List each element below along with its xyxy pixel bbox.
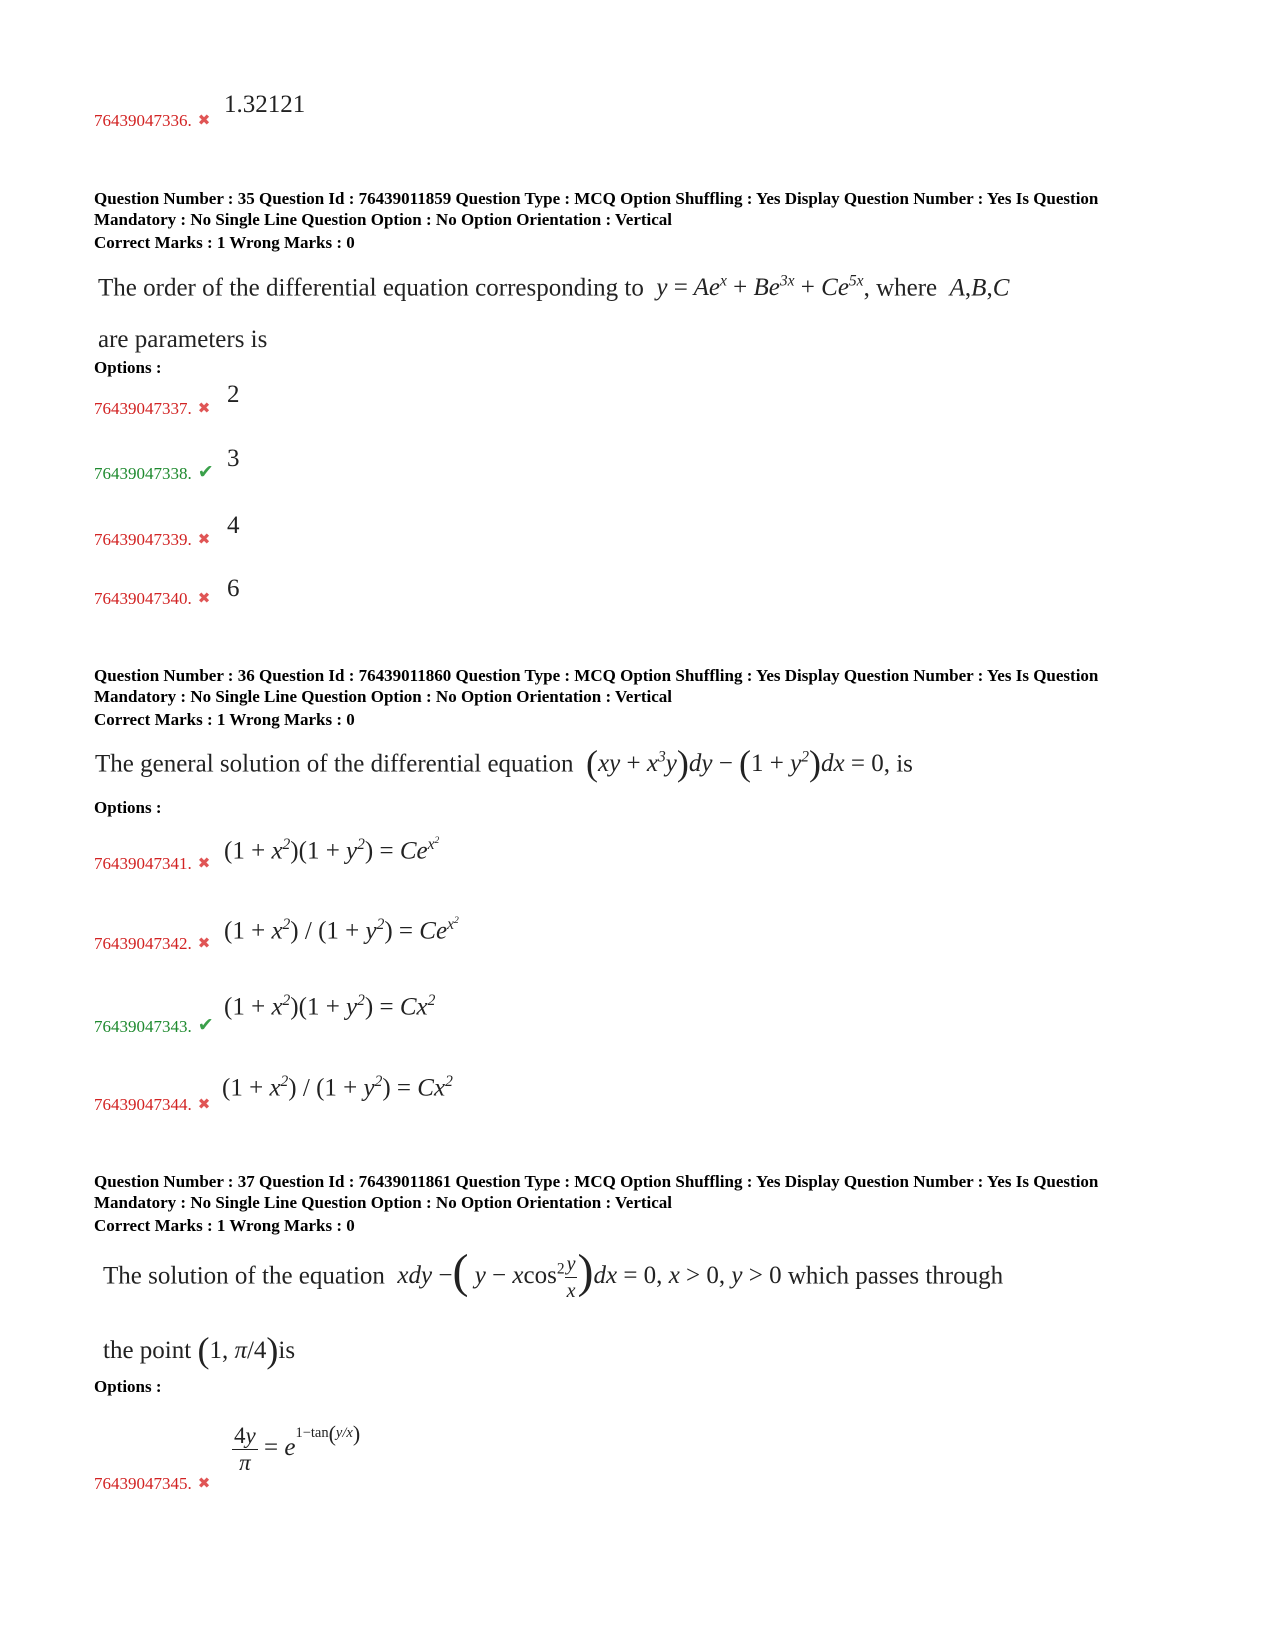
option-id: 76439047341. ✖ <box>94 854 211 873</box>
check-icon: ✔ <box>197 462 214 483</box>
question-meta: Question Number : 35 Question Id : 76439011859 Question Type : MCQ Option Shuffling : Yes Display Question Number : Yes Is Question Mandatory : No Single Line Question Option : No Option Orientation : Vertical <box>94 189 1099 229</box>
option-equation: $(1 + x^2)(1 + y^2) = Ce^{x^2}$ <box>224 835 440 865</box>
option-id: 76439047342. ✖ <box>94 934 211 953</box>
question-text-cont: the point (1, π/4)is <box>103 1330 296 1370</box>
option-value: 4 <box>227 512 240 539</box>
option-id: 76439047340. ✖ <box>94 589 211 608</box>
option-id: 76439047337. ✖ <box>94 399 211 418</box>
question-text-cont: are parameters is <box>98 326 268 353</box>
equation: $y = Ae^x + Be^{3x} + Ce^{5x}$ <box>656 273 864 302</box>
options-label: Options : <box>94 798 162 817</box>
option-value: 1.32121 <box>224 91 306 118</box>
option-equation: $(1 + x^2)(1 + y^2) = Cx^2$ <box>224 992 436 1021</box>
option-id: 76439047343. ✔ <box>94 1015 214 1036</box>
cross-icon: ✖ <box>197 532 211 548</box>
question-marks: Correct Marks : 1 Wrong Marks : 0 <box>94 233 355 252</box>
option-equation: $(1 + x^2) / (1 + y^2) = Cx^2$ <box>222 1073 453 1102</box>
question-text: The order of the differential equation corresponding to $y = Ae^x + Be^{3x} + Ce^{5x}$, where A,B,C <box>98 273 1010 302</box>
option-value: 3 <box>227 445 240 472</box>
option-id: 76439047339. ✖ <box>94 530 211 549</box>
options-label: Options : <box>94 1377 162 1396</box>
option-equation: $(1 + x^2) / (1 + y^2) = Ce^{x^2}$ <box>224 915 459 945</box>
cross-icon: ✖ <box>197 936 211 952</box>
cross-icon: ✖ <box>197 113 211 129</box>
cross-icon: ✖ <box>197 856 211 872</box>
question-text: The general solution of the differential equation $(xy + x^3y)dy - (1 + y^2)dx = 0$, is <box>95 743 913 784</box>
option-id: 76439047338. ✔ <box>94 462 214 483</box>
cross-icon: ✖ <box>197 401 211 417</box>
check-icon: ✔ <box>197 1015 214 1036</box>
option-value: 2 <box>227 381 240 408</box>
question-meta: Question Number : 36 Question Id : 76439011860 Question Type : MCQ Option Shuffling : Yes Display Question Number : Yes Is Question Mandatory : No Single Line Question Option : No Option Orientation : Vertical <box>94 666 1099 706</box>
options-label: Options : <box>94 358 162 377</box>
option-equation: $\frac{4y}{\pi}$ = $e^{1-tan(y/x)}$ <box>234 1421 361 1475</box>
equation: $(xy + x^3y)dy - (1 + y^2)dx = 0$ <box>586 743 884 784</box>
question-meta: Question Number : 37 Question Id : 76439011861 Question Type : MCQ Option Shuffling : Yes Display Question Number : Yes Is Question Mandatory : No Single Line Question Option : No Option Orientation : Vertical <box>94 1172 1099 1212</box>
question-marks: Correct Marks : 1 Wrong Marks : 0 <box>94 1216 355 1235</box>
question-text: The solution of the equation xdy −( y − xcos$^2$ $\frac{y}{x}$ )dx = 0, x > 0, y > 0 which passes through <box>103 1245 1004 1303</box>
question-marks: Correct Marks : 1 Wrong Marks : 0 <box>94 710 355 729</box>
equation: xdy −( y − xcos$^2$ $\frac{y}{x}$ )dx = 0, x > 0, y > 0 <box>397 1245 782 1303</box>
cross-icon: ✖ <box>197 1097 211 1113</box>
option-id: 76439047344. ✖ <box>94 1095 211 1114</box>
option-value: 6 <box>227 575 240 602</box>
cross-icon: ✖ <box>197 1476 211 1492</box>
option-id: 76439047345. ✖ <box>94 1474 211 1493</box>
cross-icon: ✖ <box>197 591 211 607</box>
option-id: 76439047336. ✖ <box>94 111 211 130</box>
